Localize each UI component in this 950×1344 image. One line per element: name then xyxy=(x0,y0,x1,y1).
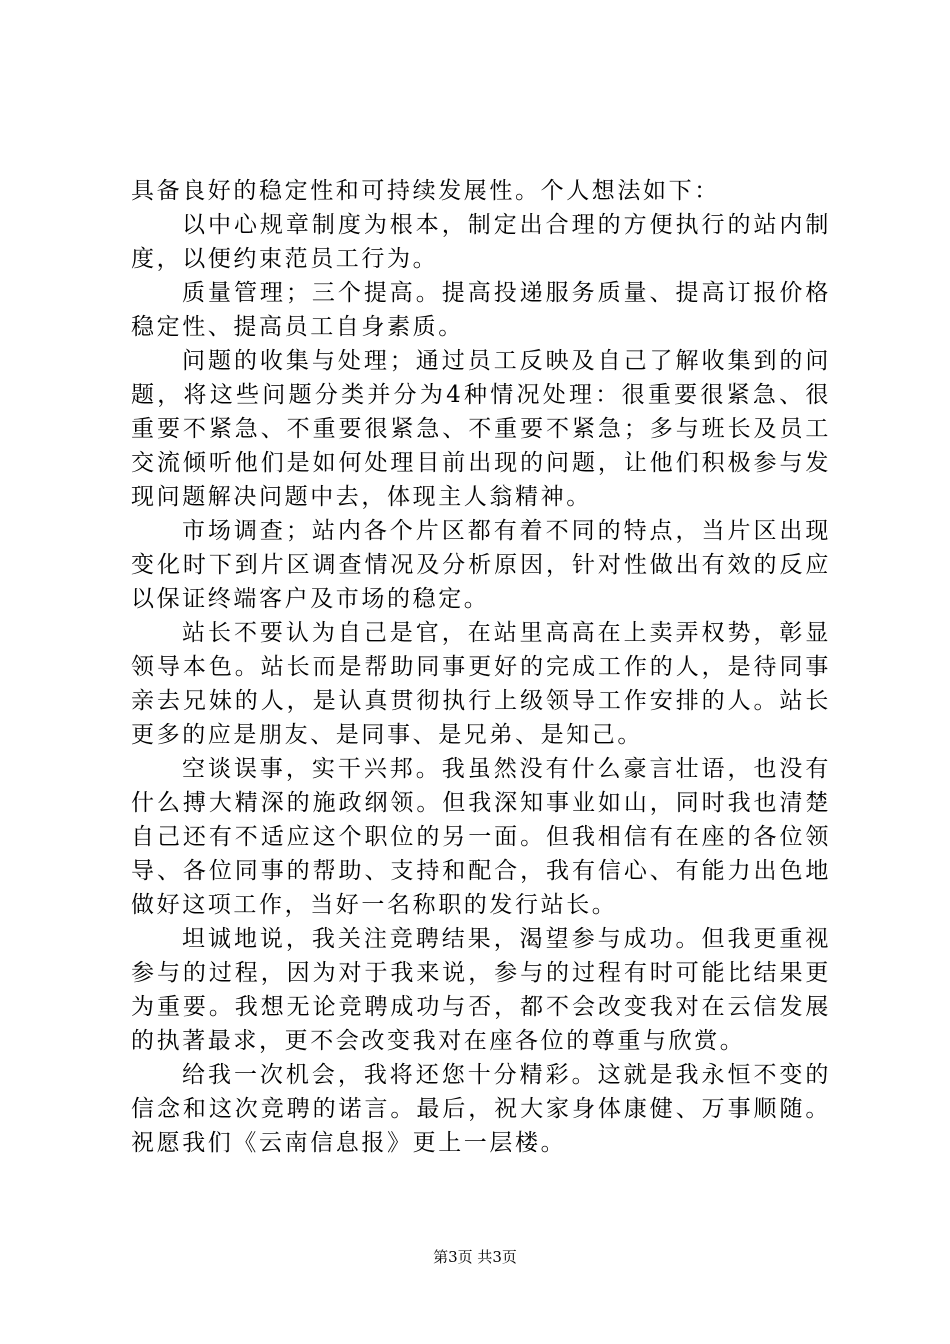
paragraph-7: 空谈误事，实干兴邦。我虽然没有什么豪言壮语，也没有什么搏大精深的施政纲领。但我深知事业如山，同时我也清楚自己还有不适应这个职位的另一面。但我相信有在座的各位领导、各位同事的帮助、支持和配合，我有信心、有能力出色地做好这项工作，当好一名称职的发行站长。 xyxy=(131,756,831,918)
paragraph-4: 问题的收集与处理；通过员工反映及自己了解收集到的问题，将这些问题分类并分为4种情况处理：很重要很紧急、很重要不紧急、不重要很紧急、不重要不紧急；多与班长及员工交流倾听他们是如何处理目前出现的问题，让他们积极参与发现问题解决问题中去，体现主人翁精神。 xyxy=(131,348,831,510)
paragraph-5: 市场调查；站内各个片区都有着不同的特点，当片区出现变化时下到片区调查情况及分析原因，针对性做出有效的反应以保证终端客户及市场的稳定。 xyxy=(131,518,831,612)
paragraph-3: 质量管理；三个提高。提高投递服务质量、提高订报价格稳定性、提高员工自身素质。 xyxy=(131,280,831,340)
paragraph-6: 站长不要认为自己是官，在站里高高在上卖弄权势，彰显领导本色。站长而是帮助同事更好的完成工作的人，是待同事亲去兄妹的人，是认真贯彻执行上级领导工作安排的人。站长更多的应是朋友、是同事、是兄弟、是知己。 xyxy=(131,620,831,748)
page-footer: 第3页 共3页 xyxy=(433,1248,517,1266)
paragraph-9: 给我一次机会，我将还您十分精彩。这就是我永恒不变的信念和这次竞聘的诺言。最后，祝大家身体康健、万事顺随。祝愿我们《云南信息报》更上一层楼。 xyxy=(131,1062,831,1156)
paragraph-8: 坦诚地说，我关注竞聘结果，渴望参与成功。但我更重视参与的过程，因为对于我来说，参与的过程有时可能比结果更为重要。我想无论竞聘成功与否，都不会改变我对在云信发展的执著最求，更不会改变我对在座各位的尊重与欣赏。 xyxy=(131,926,831,1054)
paragraph-1: 具备良好的稳定性和可持续发展性。个人想法如下： xyxy=(131,178,720,204)
paragraph-2: 以中心规章制度为根本，制定出合理的方便执行的站内制度，以便约束范员工行为。 xyxy=(131,212,831,272)
document-body xyxy=(131,174,831,1160)
